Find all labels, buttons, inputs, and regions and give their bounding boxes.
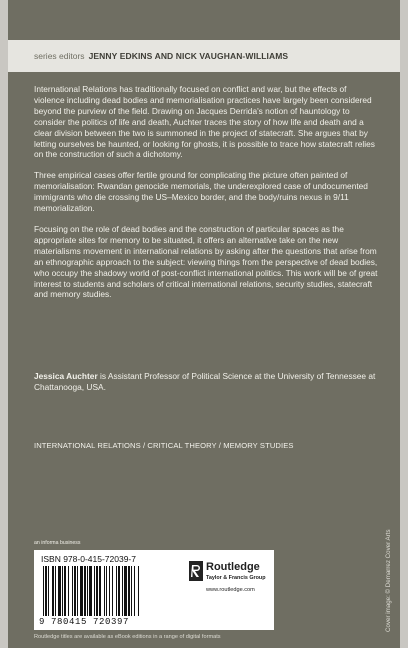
barcode-icon: [41, 566, 177, 616]
ebook-availability-note: Routledge titles are available as eBook editions in a range of digital formats: [34, 634, 221, 640]
publisher-name: Routledge: [206, 561, 260, 573]
author-name: Jessica Auchter: [34, 371, 98, 381]
series-editors-bar: [8, 40, 400, 72]
publisher-group: Taylor & Francis Group: [206, 575, 266, 581]
cover-image-credit: Cover image: © Demarrez Cover Arts: [385, 529, 392, 632]
blurb-paragraph-1: International Relations has traditionally focused on conflict and war, but the effects of violence including dead bodies and memorialisation practices have largely been considered beyond the purview of the field. Drawing on Jacques Derrida's notion of hauntology to consider the politics of life and death, Auchter traces the story of how life and death and a clear division between the two is summoned in the project of statecraft. She argues that by letting ourselves be haunted, or looking for ghosts, it is possible to trace how statecraft relies on the construction of such a dichotomy.: [34, 84, 375, 160]
barcode-digits: 9 780415 720397: [39, 617, 130, 627]
blurb: [34, 84, 378, 310]
blurb-paragraph-3: Focusing on the role of dead bodies and the construction of particular spaces as the appropriate sites for memory to be situated, it offers an alternative take on the new materialisms movement in international relations by asking after the questions that arise from an ethnographic approach to the subject: viewing things from the perspective of dead bodies, who occupy the shadowy world of post-conflict international politics. This work will be of great interest to students and scholars of critical international relations, security studies, statecraft and memory studies.: [34, 223, 378, 300]
subject-categories: INTERNATIONAL RELATIONS / CRITICAL THEORY / MEMORY STUDIES: [34, 441, 294, 450]
series-editors-names: JENNY EDKINS AND NICK VAUGHAN-WILLIAMS: [88, 51, 289, 61]
author-bio-text: is Assistant Professor of Political Science at the University of Tennessee at Chattanooga, USA.: [34, 371, 376, 392]
back-cover: [8, 0, 400, 648]
series-editors-label: series editors: [34, 51, 85, 61]
routledge-logo-icon: [189, 561, 203, 581]
informa-tagline: an informa business: [34, 540, 81, 546]
isbn-label: ISBN 978-0-415-72039-7: [41, 554, 136, 564]
publisher-panel: [182, 550, 274, 630]
author-bio: [34, 371, 378, 393]
barcode-panel: [34, 550, 182, 630]
blurb-paragraph-2: Three empirical cases offer fertile ground for complicating the picture often painted of memorialisation: Rwandan genocide memorials, the underexplored case of undocumented immigrants who die crossing the US–Mexico border, and the body/ruins nexus in 9/11 memorialization.: [34, 170, 368, 214]
publisher-url[interactable]: www.routledge.com: [206, 587, 255, 593]
